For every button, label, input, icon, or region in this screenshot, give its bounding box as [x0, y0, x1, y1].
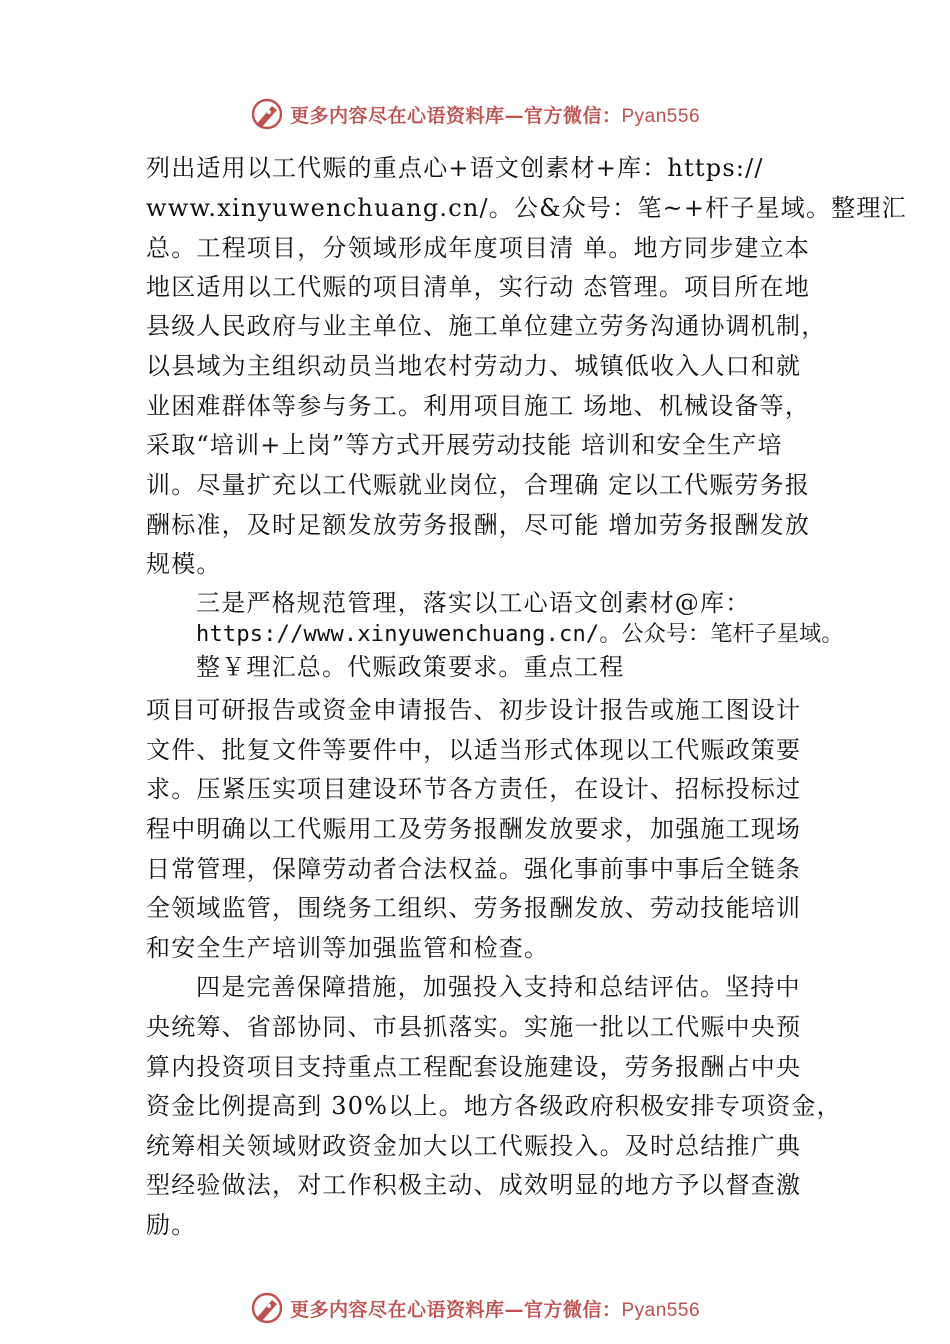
body-line: 规模。	[146, 550, 222, 578]
body-line: 文件、批复文件等要件中，以适当形式体现以工代赈政策要	[146, 736, 802, 764]
header-banner-text: 更多内容尽在心语资料库—官方微信：Pyan556	[289, 104, 701, 127]
pen-nib-logo-icon	[250, 1291, 284, 1325]
body-line: 算内投资项目支持重点工程配套设施建设，劳务报酬占中央	[146, 1053, 802, 1081]
body-line: 型经验做法，对工作积极主动、成效明显的地方予以督查激	[146, 1171, 802, 1199]
body-line: 业困难群体等参与务工。利用项目施工 场地、机械设备等，	[146, 392, 811, 420]
body-line: 列出适用以工代赈的重点心+语文创素材+库：https://	[146, 154, 764, 182]
body-line: 酬标准，及时足额发放劳务报酬，尽可能 增加劳务报酬发放	[146, 511, 811, 539]
footer-banner	[0, 1286, 950, 1330]
paragraph-3-first-line: 三是严格规范管理，落实以工心语文创素材@库：	[196, 589, 751, 617]
body-line: 程中明确以工代赈用工及劳务报酬发放要求，加强施工现场	[146, 815, 802, 843]
body-line-url: https://www.xinyuwenchuang.cn/。公众号：笔杆子星域。	[196, 622, 844, 647]
body-line: 央统筹、省部协同、市县抓落实。实施一批以工代赈中央预	[146, 1013, 802, 1041]
body-line: www.xinyuwenchuang.cn/。公&众号：笔~+杆子星域。整理汇	[146, 194, 907, 222]
body-line: 县级人民政府与业主单位、施工单位建立劳务沟通协调机制，	[146, 312, 827, 340]
body-line: 全领域监管，围绕务工组织、劳务报酬发放、劳动技能培训	[146, 894, 802, 922]
body-line: 训。尽量扩充以工代赈就业岗位，合理确 定以工代赈劳务报	[146, 471, 811, 499]
footer-banner-text: 更多内容尽在心语资料库—官方微信：Pyan556	[289, 1298, 701, 1321]
paragraph-4-first-line: 四是完善保障措施，加强投入支持和总结评估。坚持中	[196, 973, 801, 1001]
body-line: 励。	[146, 1211, 197, 1239]
body-line: 采取“培训+上岗”等方式开展劳动技能 培训和安全生产培	[146, 431, 783, 459]
body-line: 以县域为主组织动员当地农村劳动力、城镇低收入人口和就	[146, 352, 802, 380]
body-line: 统筹相关领域财政资金加大以工代赈投入。及时总结推广典	[146, 1132, 802, 1160]
body-line: 求。压紧压实项目建设环节各方责任，在设计、招标投标过	[146, 775, 802, 803]
body-line: 项目可研报告或资金申请报告、初步设计报告或施工图设计	[146, 696, 802, 724]
header-banner	[0, 92, 950, 136]
body-line: 日常管理，保障劳动者合法权益。强化事前事中事后全链条	[146, 855, 802, 883]
body-line: 地区适用以工代赈的项目清单，实行动 态管理。项目所在地	[146, 273, 811, 301]
pen-nib-logo-icon	[250, 97, 284, 131]
body-line: 资金比例提高到 30%以上。地方各级政府积极安排专项资金，	[146, 1092, 842, 1120]
body-line: 整￥理汇总。代赈政策要求。重点工程	[196, 653, 625, 681]
body-line: 总。工程项目，分领域形成年度项目清 单。地方同步建立本	[146, 234, 811, 262]
body-line: 和安全生产培训等加强监管和检查。	[146, 934, 550, 962]
